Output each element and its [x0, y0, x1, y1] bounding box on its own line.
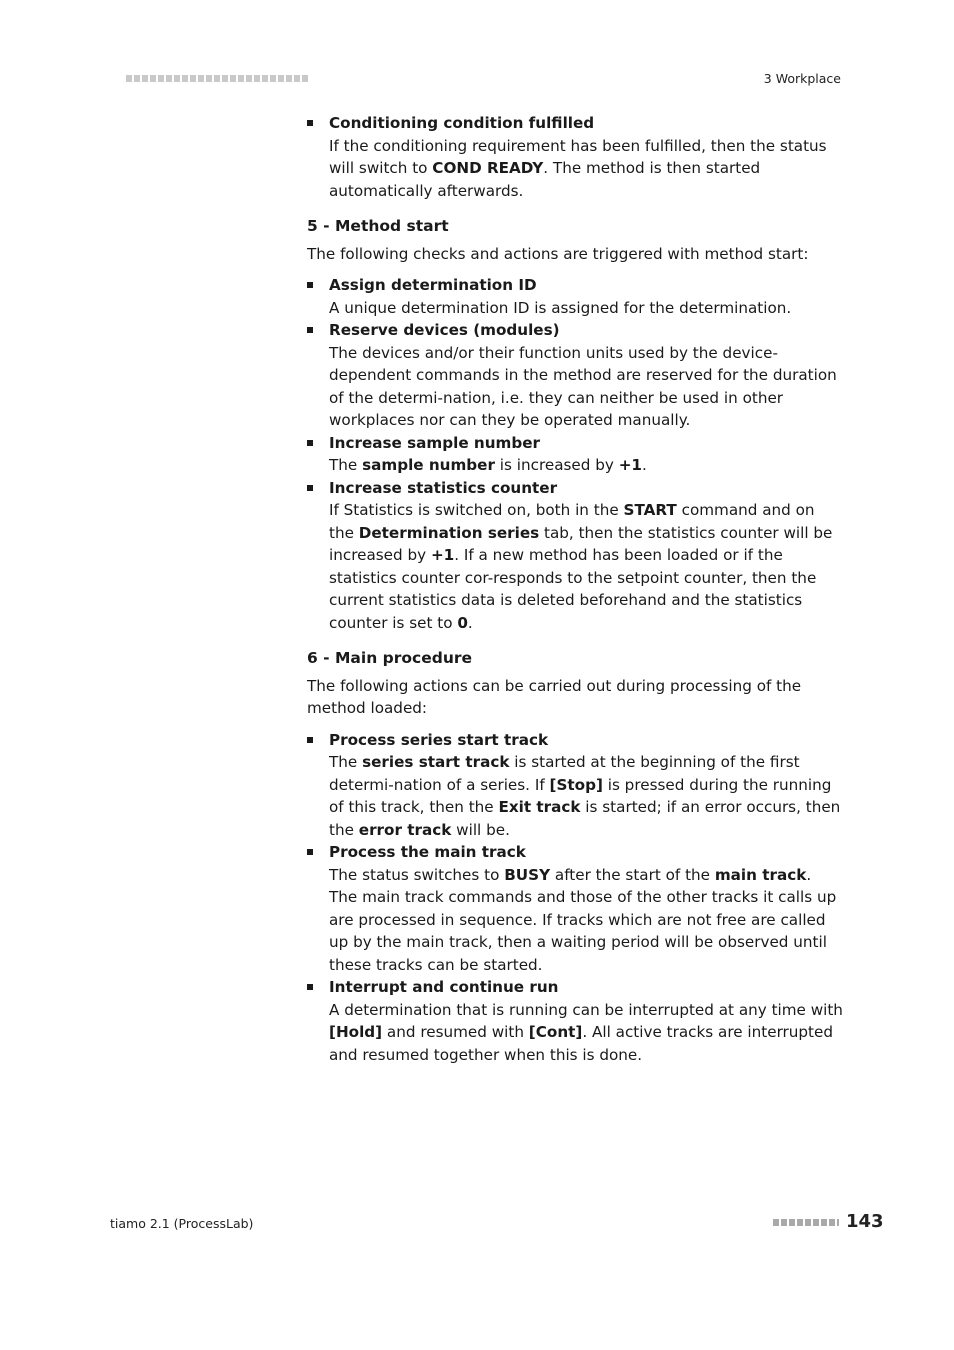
body-text: . All active tracks are interrupted and resumed together when this is done. — [329, 1023, 833, 1064]
running-header-chapter: 3 Workplace — [763, 71, 841, 86]
list-item — [307, 729, 844, 842]
emphasis-term: [Hold] — [329, 1023, 383, 1041]
body-text: is increased by — [494, 456, 619, 474]
list-item — [307, 319, 844, 432]
emphasis-term: error track — [358, 820, 452, 839]
body-text: . The method is then started automatically afterwards. — [329, 159, 761, 200]
section-heading: 6 - Main procedure — [307, 649, 473, 667]
emphasis-term: BUSY — [504, 865, 551, 884]
section-intro: The following actions can be carried out during processing of the method loaded: — [307, 676, 802, 717]
body-text: will be. — [451, 820, 510, 839]
body-text: The status switches to — [329, 865, 505, 884]
emphasis-term: +1 — [618, 456, 642, 474]
body-text: If the conditioning requirement has been fulfilled, then the status will switch to — [329, 136, 827, 177]
list-item-body — [329, 751, 844, 841]
emphasis-term: 0 — [457, 613, 468, 632]
body-text: command and on the — [329, 501, 815, 542]
body-text: The — [329, 456, 363, 474]
list-item-body — [329, 297, 844, 320]
list-item-body — [329, 135, 844, 203]
list-item — [307, 841, 844, 976]
list-item-body — [329, 342, 844, 432]
body-text: . — [642, 456, 647, 474]
list-item-title: Process series start track — [329, 730, 549, 749]
page-content — [307, 112, 844, 1066]
list-item-title: Process the main track — [329, 843, 526, 861]
footer-decoration — [773, 1219, 839, 1226]
body-text: is started at the beginning of the first determi-nation of a series. If — [329, 753, 800, 794]
emphasis-term: +1 — [430, 546, 455, 564]
body-text: . The main track commands and those of the other tracks it calls up are processed in sequence. If tracks which are not free are called up by the main track, then a waiting period will be observed until these tracks can be started. — [329, 865, 837, 974]
list-item — [307, 112, 844, 202]
emphasis-term: main track — [714, 865, 807, 884]
list-item-body — [329, 999, 844, 1067]
body-text: The devices and/or their function units used by the device-dependent commands in the method are reserved for the duration of the determi-nation, i.e. they can neither be used in other workplaces nor can they be operated manually. — [329, 343, 837, 429]
list-item-body — [329, 454, 844, 477]
body-text: . — [467, 613, 473, 632]
list-item-body — [329, 864, 844, 977]
list-item — [307, 477, 844, 635]
list-item-body — [329, 499, 844, 634]
list-item-title: Reserve devices (modules) — [329, 321, 560, 339]
body-text: after the start of the — [550, 865, 715, 884]
body-text: If Statistics is switched on, both in the — [329, 501, 624, 519]
footer-product-name: tiamo 2.1 (ProcessLab) — [110, 1216, 254, 1231]
section-heading: 5 - Method start — [307, 217, 449, 235]
list-item-title: Increase sample number — [329, 433, 541, 452]
section-intro: The following checks and actions are triggered with method start: — [307, 244, 809, 263]
body-text: is pressed during the running of this track, then the — [329, 775, 832, 816]
list-item — [307, 274, 844, 319]
body-text: The — [329, 753, 363, 771]
emphasis-term: series start track — [362, 753, 510, 771]
emphasis-term: Exit track — [498, 798, 581, 816]
page-number: 143 — [846, 1211, 884, 1232]
body-text: A determination that is running can be interrupted at any time with — [329, 1000, 843, 1019]
list-item-title: Interrupt and continue run — [329, 978, 559, 996]
emphasis-term: Determination series — [358, 523, 540, 542]
list-item-title: Assign determination ID — [329, 276, 537, 294]
list-item-title: Increase statistics counter — [329, 478, 558, 497]
body-text: A unique determination ID is assigned for the determination. — [329, 298, 792, 317]
body-text: is started; if an error occurs, then the — [329, 798, 841, 839]
emphasis-term: COND READY — [432, 159, 544, 177]
emphasis-term: [Cont] — [528, 1023, 583, 1041]
list-item — [307, 432, 844, 477]
emphasis-term: sample number — [362, 456, 495, 474]
list-item — [307, 976, 844, 1066]
body-text: and resumed with — [382, 1023, 529, 1041]
list-item-title: Conditioning condition fulfilled — [329, 114, 595, 132]
header-decoration — [126, 75, 308, 82]
emphasis-term: [Stop] — [549, 775, 603, 794]
body-text: . If a new method has been loaded or if the statistics counter cor-responds to the setpoint counter, then the current statistics data is deleted beforehand and the statistics counter is set to — [329, 546, 817, 632]
emphasis-term: START — [623, 501, 677, 519]
body-text: tab, then the statistics counter will be increased by — [329, 523, 833, 564]
